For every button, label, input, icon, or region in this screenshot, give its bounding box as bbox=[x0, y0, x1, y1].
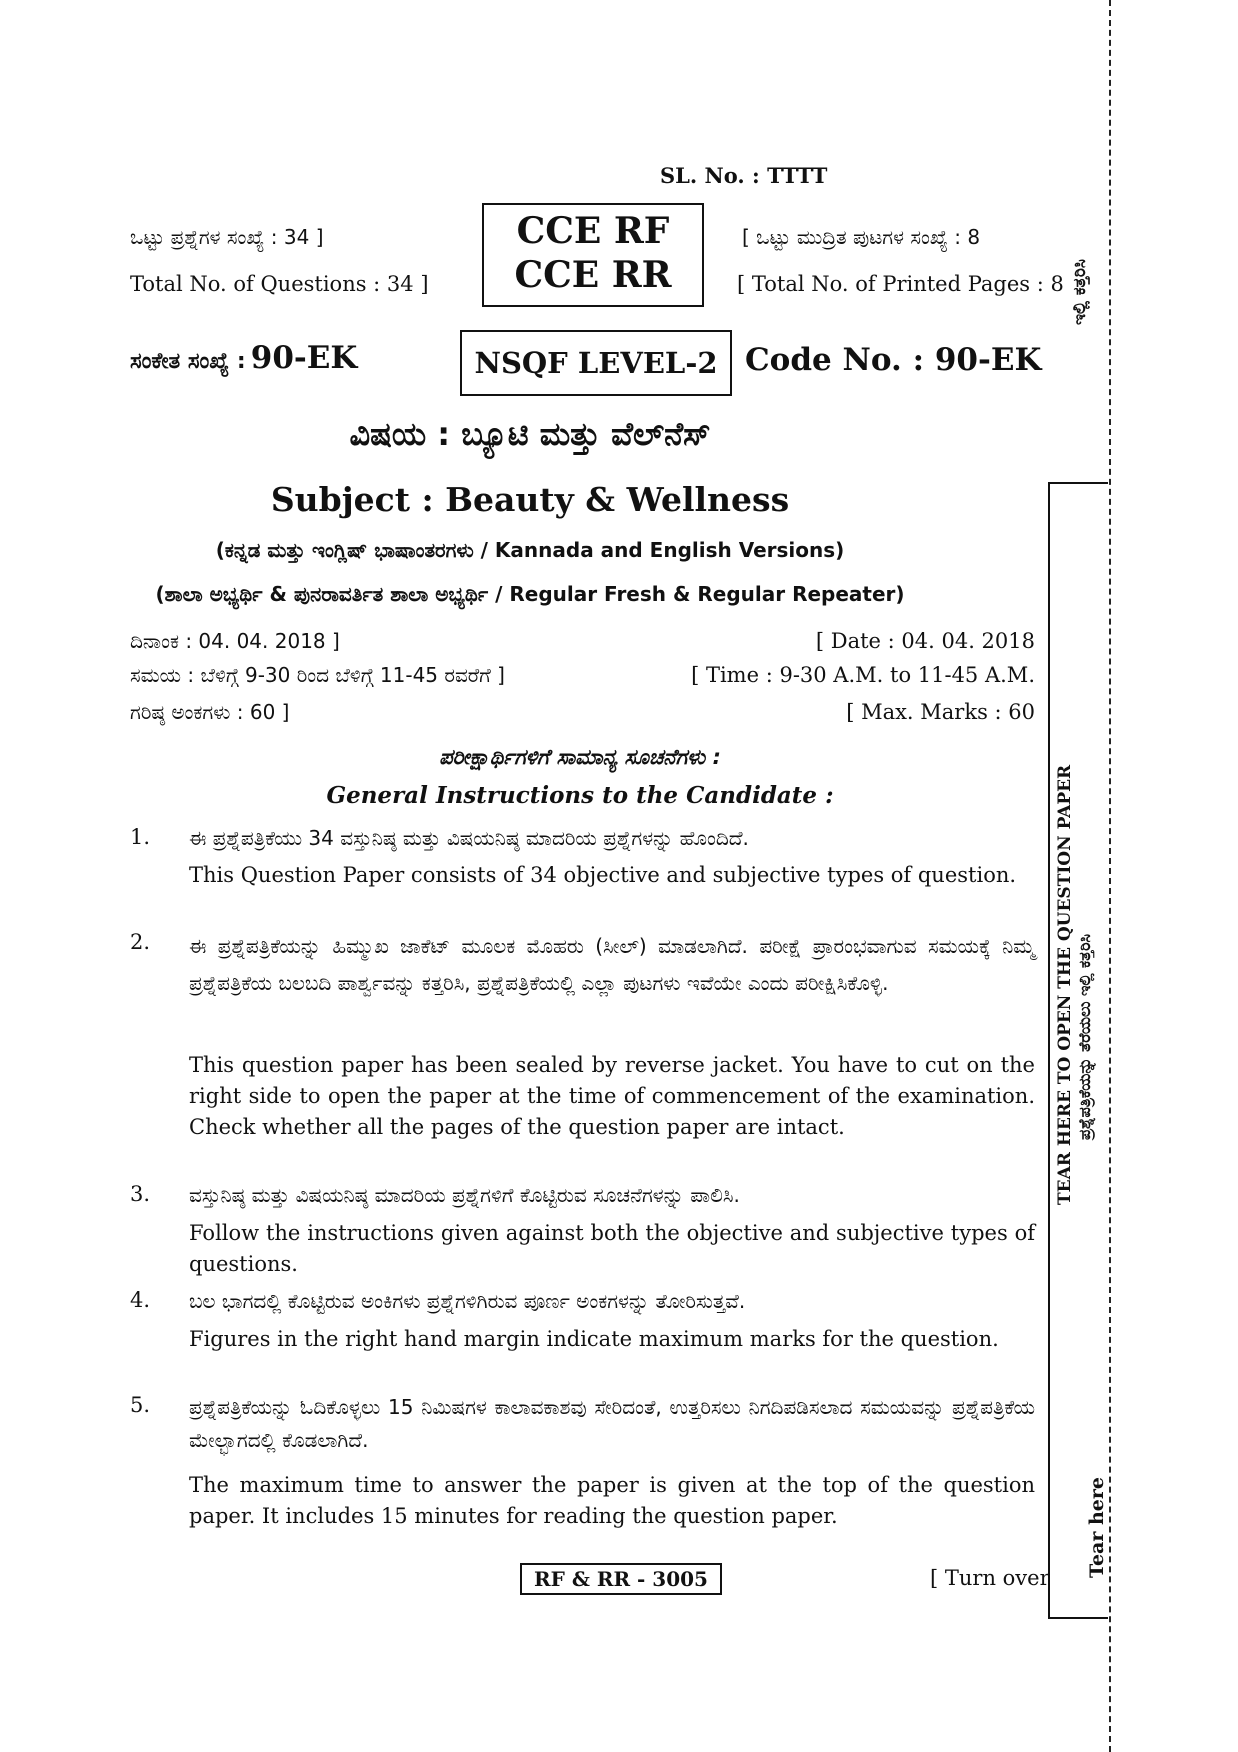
instruction-en: This Question Paper consists of 34 objective and subjective types of question. bbox=[189, 863, 1017, 887]
instruction-kn: ಬಲ ಭಾಗದಲ್ಲಿ ಕೊಟ್ಟಿರುವ ಅಂಕಿಗಳು ಪ್ರಶ್ನೆಗಳಿಗಿರುವ ಪೂರ್ಣ ಅಂಕಗಳನ್ನು ತೋರಿಸುತ್ತವೆ. bbox=[189, 1289, 746, 1313]
instruction-en: Figures in the right hand margin indicate maximum marks for the question. bbox=[189, 1327, 999, 1351]
candidate-type: (ಶಾಲಾ ಅಭ್ಯರ್ಥಿ & ಪುನರಾವರ್ತಿತ ಶಾಲಾ ಅಭ್ಯರ್ಥಿ / Regular Fresh & Regular Repeater) bbox=[155, 582, 905, 606]
turn-over: [ Turn over bbox=[930, 1566, 1050, 1590]
date-kn: ದಿನಾಂಕ : 04. 04. 2018 ] bbox=[130, 629, 340, 653]
total-questions-kn: ಒಟ್ಟು ಪ್ರಶ್ನೆಗಳ ಸಂಖ್ಯೆ : 34 ] bbox=[130, 225, 324, 249]
code-kn bbox=[130, 340, 357, 376]
tear-label-en-bottom: Tear here bbox=[1086, 1477, 1108, 1578]
total-pages-en: [ Total No. of Printed Pages : 8 bbox=[737, 272, 1064, 296]
instruction-number: 3. bbox=[130, 1182, 151, 1206]
instruction-kn: ಈ ಪ್ರಶ್ನೆಪತ್ರಿಕೆಯು 34 ವಸ್ತುನಿಷ್ಠ ಮತ್ತು ವಿಷಯನಿಷ್ಠ ಮಾದರಿಯ ಪ್ರಶ್ನೆಗಳನ್ನು ಹೊಂದಿದೆ. bbox=[189, 826, 749, 850]
nsqf-box bbox=[460, 330, 732, 396]
tear-label-kn-top: ಇಲ್ಲಿ ಕತ್ತರಿಸಿ bbox=[1070, 259, 1090, 325]
instructions-title-en: General Instructions to the Candidate : bbox=[326, 782, 834, 809]
serial-number: SL. No. : TTTT bbox=[660, 163, 828, 188]
paper-code: RF & RR - 3005 bbox=[534, 1567, 708, 1591]
tear-label-kn: ಪ್ರಶ್ನೆಪತ್ರಿಕೆಯನ್ನು ತೆರೆಯಲು ಇಲ್ಲಿ ಕತ್ತರಿಸಿ bbox=[1075, 933, 1094, 1140]
tear-label-en: TEAR HERE TO OPEN THE QUESTION PAPER bbox=[1055, 764, 1075, 1205]
instruction-number: 4. bbox=[130, 1288, 151, 1312]
code-kn-value: 90-EK bbox=[250, 340, 358, 376]
nsqf-label: NSQF LEVEL-2 bbox=[474, 346, 718, 380]
code-kn-label: ಸಂಕೇತ ಸಂಖ್ಯೆ : bbox=[130, 349, 246, 374]
total-questions-en: Total No. of Questions : 34 ] bbox=[130, 272, 429, 296]
cce-rr-label: CCE RR bbox=[514, 254, 672, 296]
date-en: [ Date : 04. 04. 2018 bbox=[815, 629, 1035, 653]
paper-code-box bbox=[520, 1563, 722, 1595]
instruction-number: 1. bbox=[130, 825, 151, 849]
instructions-title-kn: ಪರೀಕ್ಷಾರ್ಥಿಗಳಿಗೆ ಸಾಮಾನ್ಯ ಸೂಚನೆಗಳು : bbox=[439, 745, 721, 769]
instruction-number: 5. bbox=[130, 1393, 151, 1417]
marks-kn: ಗರಿಷ್ಠ ಅಂಕಗಳು : 60 ] bbox=[130, 700, 290, 724]
instruction-kn: ಈ ಪ್ರಶ್ನೆಪತ್ರಿಕೆಯನ್ನು ಹಿಮ್ಮುಖ ಜಾಕೆಟ್ ಮೂಲಕ ಮೊಹರು (ಸೀಲ್) ಮಾಡಲಾಗಿದೆ. ಪರೀಕ್ಷೆ ಪ್ರಾರಂಭವಾಗುವ ಸಮಯಕ್ಕೆ ನಿಮ್ಮ ಪ್ರಶ್ನೆಪತ್ರಿಕೆಯ ಬಲಬದಿ ಪಾರ್ಶ್ವವನ್ನು ಕತ್ತರಿಸಿ, ಪ್ರಶ್ನೆಪತ್ರಿಕೆಯಲ್ಲಿ ಎಲ್ಲಾ ಪುಟಗಳು ಇವೆಯೇ ಎಂದು ಪರೀಕ್ಷಿಸಿಕೊಳ್ಳಿ. bbox=[189, 934, 1035, 995]
cce-rf-label: CCE RF bbox=[516, 210, 670, 252]
versions: (ಕನ್ನಡ ಮತ್ತು ಇಂಗ್ಲಿಷ್ ಭಾಷಾಂತರಗಳು / Kannada and English Versions) bbox=[215, 538, 845, 562]
time-kn: ಸಮಯ : ಬೆಳಿಗ್ಗೆ 9-30 ರಿಂದ ಬೆಳಿಗ್ಗೆ 11-45 ರವರೆಗೆ ] bbox=[130, 663, 505, 687]
time-en: [ Time : 9-30 A.M. to 11-45 A.M. bbox=[691, 663, 1035, 687]
subject-en: Subject : Beauty & Wellness bbox=[270, 480, 790, 519]
instruction-en: This question paper has been sealed by reverse jacket. You have to cut on the right side to open the paper at the time of commencement of the examination. Check whether all the pages of the question paper are intact. bbox=[189, 1053, 1035, 1139]
marks-en: [ Max. Marks : 60 bbox=[846, 700, 1035, 724]
code-en: Code No. : 90-EK bbox=[745, 342, 1042, 378]
instruction-en: The maximum time to answer the paper is given at the top of the question paper. It includes 15 minutes for reading the question paper. bbox=[189, 1473, 1035, 1528]
subject-kn: ವಿಷಯ : ಬ್ಯೂಟಿ ಮತ್ತು ವೆಲ್‌ನೆಸ್ bbox=[349, 415, 711, 453]
total-pages-kn: [ ಒಟ್ಟು ಮುದ್ರಿತ ಪುಟಗಳ ಸಂಖ್ಯೆ : 8 bbox=[742, 225, 981, 249]
instruction-number: 2. bbox=[130, 930, 151, 954]
tear-line bbox=[1109, 0, 1111, 1752]
cce-box bbox=[482, 203, 704, 307]
instruction-kn: ಪ್ರಶ್ನೆಪತ್ರಿಕೆಯನ್ನು ಓದಿಕೊಳ್ಳಲು 15 ನಿಮಿಷಗಳ ಕಾಲಾವಕಾಶವು ಸೇರಿದಂತೆ, ಉತ್ತರಿಸಲು ನಿಗದಿಪಡಿಸಲಾದ ಸಮಯವನ್ನು ಪ್ರಶ್ನೆಪತ್ರಿಕೆಯ ಮೇಲ್ಭಾಗದಲ್ಲಿ ಕೊಡಲಾಗಿದೆ. bbox=[189, 1395, 1035, 1452]
instruction-en: Follow the instructions given against both the objective and subjective types of questions. bbox=[189, 1221, 1035, 1276]
instruction-kn: ವಸ್ತುನಿಷ್ಠ ಮತ್ತು ವಿಷಯನಿಷ್ಠ ಮಾದರಿಯ ಪ್ರಶ್ನೆಗಳಿಗೆ ಕೊಟ್ಟಿರುವ ಸೂಚನೆಗಳನ್ನು ಪಾಲಿಸಿ. bbox=[189, 1183, 740, 1207]
